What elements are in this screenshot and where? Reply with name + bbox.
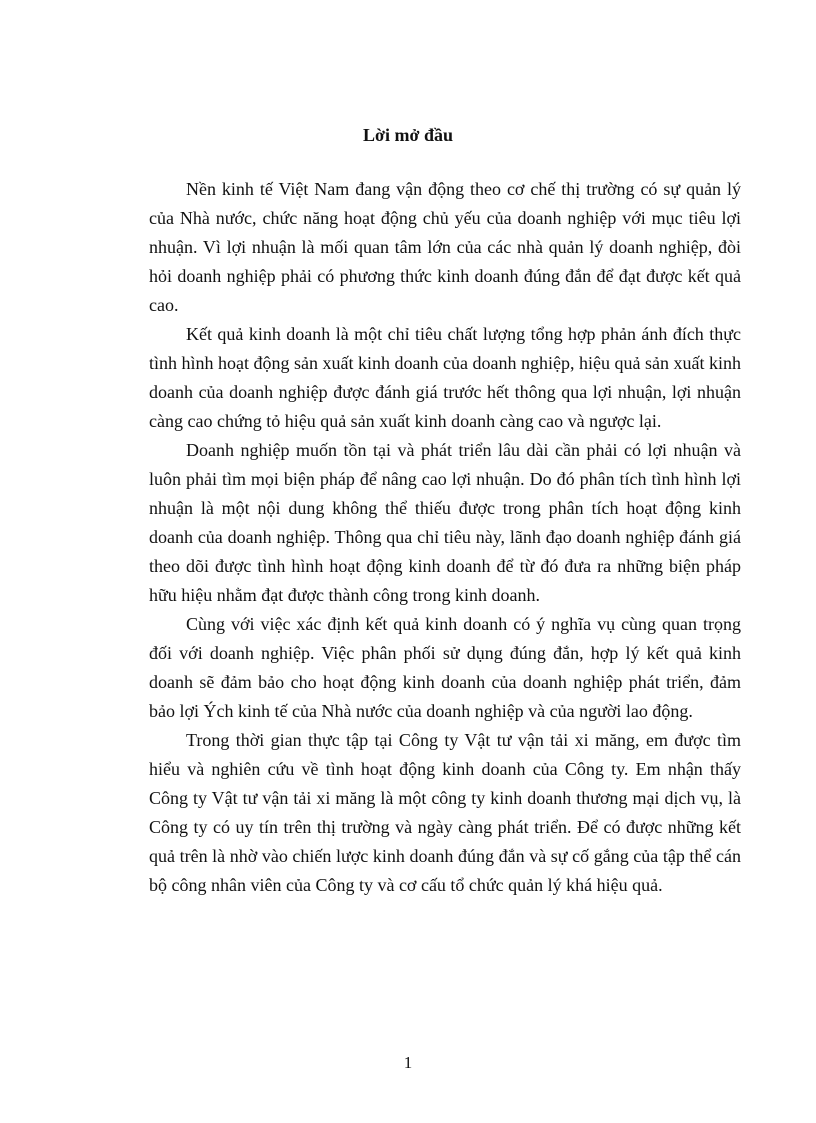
paragraph-4: Cùng với việc xác định kết quả kinh doanh có ý nghĩa vụ cùng quan trọng đối với doanh nghiệp. Việc phân phối sử dụng đúng đắn, hợp lý kết quả kinh doanh sẽ đảm bảo cho hoạt động kinh doanh của doanh nghiệp phát triển, đảm bảo lợi Ých kinh tế của Nhà nước của doanh nghiệp và của người lao động.: [149, 614, 741, 721]
paragraph-2: Kết quả kinh doanh là một chỉ tiêu chất lượng tổng hợp phản ánh đích thực tình hình hoạt động sản xuất kinh doanh của doanh nghiệp, hiệu quả sản xuất kinh doanh của doanh nghiệp được đánh giá trước hết thông qua lợi nhuận, lợi nhuận càng cao chứng tỏ hiệu quả sản xuất kinh doanh càng cao và ngược lại.: [149, 324, 741, 431]
document-body: [149, 175, 741, 900]
paragraph-5: Trong thời gian thực tập tại Công ty Vật tư vận tải xi măng, em được tìm hiểu và nghiên cứu về tình hoạt động kinh doanh của Công ty. Em nhận thấy Công ty Vật tư vận tải xi măng là một công ty kinh doanh thương mại dịch vụ, là Công ty có uy tín trên thị trường và ngày càng phát triển. Để có được những kết quả trên là nhờ vào chiến lược kinh doanh đúng đắn và sự cố gắng của tập thể cán bộ công nhân viên của Công ty và cơ cấu tổ chức quản lý khá hiệu quả.: [149, 730, 741, 895]
document-title: Lời mở đầu: [363, 125, 453, 145]
page-number: 1: [403, 1053, 413, 1072]
paragraph-3: Doanh nghiệp muốn tồn tại và phát triển lâu dài cần phải có lợi nhuận và luôn phải tìm mọi biện pháp để nâng cao lợi nhuận. Do đó phân tích tình hình lợi nhuận là một nội dung không thể thiếu được trong phân tích hoạt động kinh doanh của doanh nghiệp. Thông qua chỉ tiêu này, lãnh đạo doanh nghiệp đánh giá theo dõi được tình hình hoạt động kinh doanh để từ đó đưa ra những biện pháp hữu hiệu nhằm đạt được thành công trong kinh doanh.: [149, 440, 741, 605]
paragraph-1: Nền kinh tế Việt Nam đang vận động theo cơ chế thị trường có sự quản lý của Nhà nước, chức năng hoạt động chủ yếu của doanh nghiệp với mục tiêu lợi nhuận. Vì lợi nhuận là mối quan tâm lớn của các nhà quản lý doanh nghiệp, đòi hỏi doanh nghiệp phải có phương thức kinh doanh đúng đắn để đạt được kết quả cao.: [149, 179, 741, 315]
